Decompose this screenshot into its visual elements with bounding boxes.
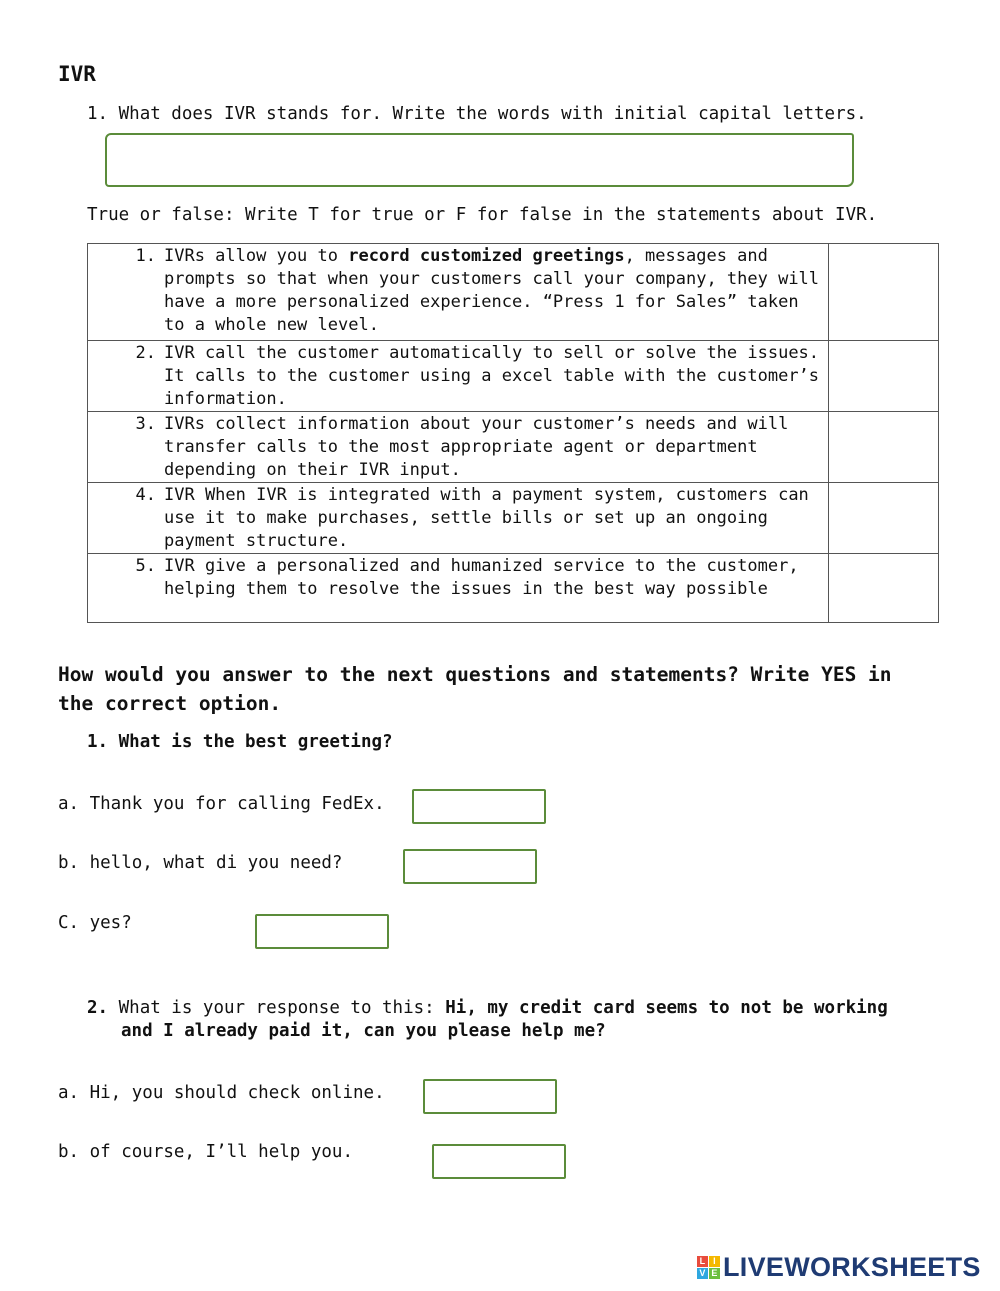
item-text-bold: record customized greetings bbox=[348, 246, 625, 266]
true-false-instruction: True or false: Write T for true or F for false in the statements about IVR. bbox=[87, 205, 878, 225]
response-question-number: 2. bbox=[87, 998, 109, 1018]
item-number: 4. bbox=[135, 485, 156, 505]
table-row bbox=[88, 341, 939, 412]
logo-mark-tile: I bbox=[709, 1256, 720, 1267]
option-b-text: b. hello, what di you need? bbox=[58, 853, 343, 873]
table-row bbox=[88, 483, 939, 554]
option-b-answer-box[interactable] bbox=[403, 849, 537, 884]
answer-box-ivr-meaning[interactable] bbox=[105, 133, 854, 187]
answer-cell-3[interactable] bbox=[828, 412, 938, 483]
item-text: IVRs collect information about your customer’s needs and will transfer calls to the most appropriate agent or department depending on their IVR input. bbox=[164, 414, 789, 480]
logo-text: LIVEWORKSHEETS bbox=[723, 1252, 981, 1282]
answer-cell-1[interactable] bbox=[828, 244, 938, 341]
response-question-quote-1: Hi, my credit card seems to not be working bbox=[445, 998, 888, 1018]
item-text-part: IVRs allow you to bbox=[164, 246, 349, 266]
question-1-text: What does IVR stands for. Write the words with initial capital letters. bbox=[118, 104, 867, 124]
logo-mark-icon bbox=[697, 1256, 720, 1279]
item-text: IVR call the customer automatically to sell or solve the issues. It calls to the customer using a excel table with the customer’s information. bbox=[164, 343, 820, 409]
response-option-a-answer-box[interactable] bbox=[423, 1079, 557, 1114]
answer-cell-5[interactable] bbox=[828, 554, 938, 623]
response-option-b-text: b. of course, I’ll help you. bbox=[58, 1142, 354, 1162]
logo-mark-tile: E bbox=[709, 1268, 720, 1279]
response-option-a-text: a. Hi, you should check online. bbox=[58, 1083, 385, 1103]
page-title: IVR bbox=[58, 62, 96, 86]
section-heading: How would you answer to the next questions and statements? Write YES in the correct option. bbox=[58, 663, 892, 715]
item-text: IVR give a personalized and humanized service to the customer, helping them to resolve the issues in the best way possible bbox=[164, 556, 799, 599]
logo-mark-tile: V bbox=[697, 1268, 708, 1279]
logo-mark-tile: L bbox=[697, 1256, 708, 1267]
table-row bbox=[88, 412, 939, 483]
item-number: 5. bbox=[135, 556, 156, 576]
response-option-b-answer-box[interactable] bbox=[432, 1144, 566, 1179]
response-question bbox=[87, 996, 888, 1021]
true-false-table bbox=[87, 243, 939, 623]
item-number: 2. bbox=[135, 343, 156, 363]
option-c-text: C. yes? bbox=[58, 913, 132, 933]
question-1-number: 1. bbox=[87, 104, 109, 124]
liveworksheets-logo bbox=[697, 1252, 981, 1283]
item-text bbox=[156, 245, 824, 337]
table-row bbox=[88, 244, 939, 341]
greeting-question bbox=[87, 732, 393, 752]
table-row bbox=[88, 554, 939, 623]
greeting-question-number: 1. bbox=[87, 732, 109, 752]
answer-cell-2[interactable] bbox=[828, 341, 938, 412]
answer-cell-4[interactable] bbox=[828, 483, 938, 554]
item-number: 3. bbox=[135, 414, 156, 434]
item-text-part: , messages and prompts so that when your customers call your company, they will have a more personalized experience. “Press 1 for Sales” taken to a whole new level. bbox=[164, 246, 820, 335]
option-a-text: a. Thank you for calling FedEx. bbox=[58, 794, 385, 814]
question-1 bbox=[87, 104, 867, 124]
option-c-answer-box[interactable] bbox=[255, 914, 389, 949]
greeting-question-text: What is the best greeting? bbox=[118, 732, 393, 752]
item-number: 1. bbox=[135, 246, 156, 266]
response-question-quote-2: and I already paid it, can you please help me? bbox=[121, 1021, 606, 1041]
response-question-prefix: What is your response to this: bbox=[118, 998, 446, 1018]
item-text: IVR When IVR is integrated with a payment system, customers can use it to make purchases, settle bills or set up an ongoing payment structure. bbox=[164, 485, 809, 551]
option-a-answer-box[interactable] bbox=[412, 789, 546, 824]
